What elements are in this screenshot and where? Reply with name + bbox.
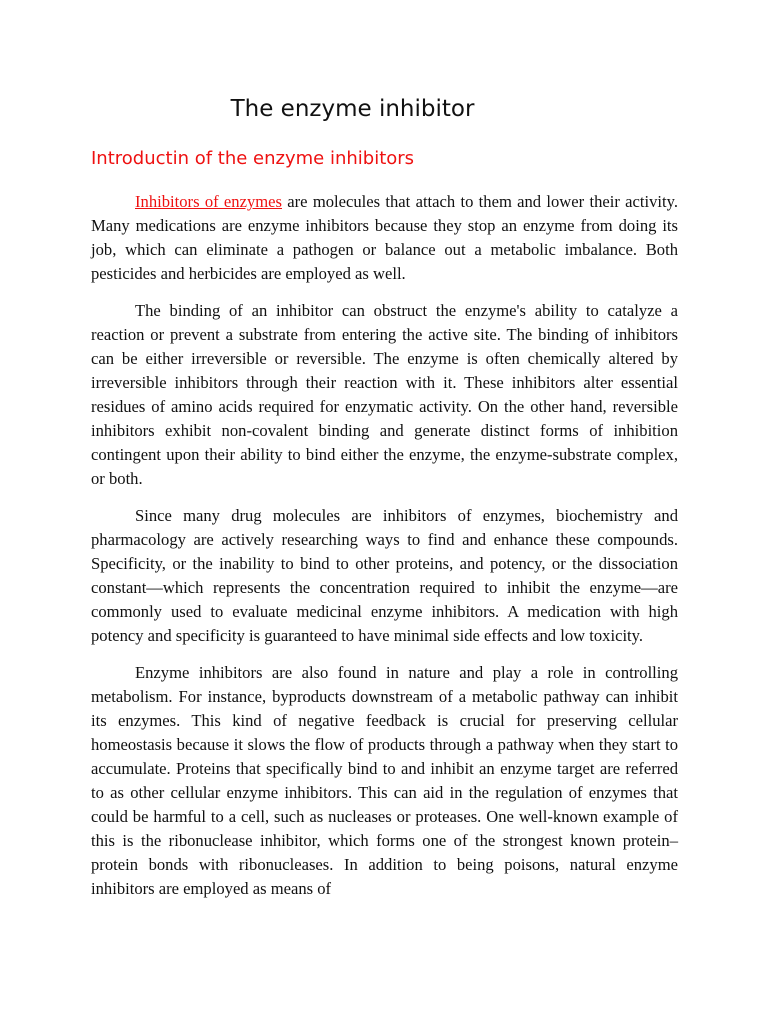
document-title: The enzyme inhibitor	[230, 96, 475, 122]
inhibitors-of-enzymes-link[interactable]: Inhibitors of enzymes	[135, 192, 282, 211]
paragraph-3: Since many drug molecules are inhibitors of enzymes, biochemistry and pharmacology are actively researching ways to find and enhance these compounds. Specificity, or the inability to bind to other proteins, and potency, or the dissociation constant—which represents the concentration required to inhibit the enzyme—are commonly used to evaluate medicinal enzyme inhibitors. A medication with high potency and specificity is guaranteed to have minimal side effects and low toxicity.	[91, 506, 678, 645]
section-heading: Introductin of the enzyme inhibitors	[91, 148, 415, 169]
paragraph-1-text: are molecules that attach to them and lower their activity. Many medications are enzyme inhibitors because they stop an enzyme from doing its job, which can eliminate a pathogen or balance out a metabolic imbalance. Both pesticides and herbicides are employed as well.	[91, 192, 679, 283]
paragraph-1	[91, 190, 678, 286]
document-body	[91, 190, 678, 914]
paragraph-2: The binding of an inhibitor can obstruct the enzyme's ability to catalyze a reaction or prevent a substrate from entering the active site. The binding of inhibitors can be either irreversible or reversible. The enzyme is often chemically altered by irreversible inhibitors through their reaction with it. These inhibitors alter essential residues of amino acids required for enzymatic activity. On the other hand, reversible inhibitors exhibit non-covalent binding and generate distinct forms of inhibition contingent upon their ability to bind either the enzyme, the enzyme-substrate complex, or both.	[91, 301, 678, 488]
paragraph-4: Enzyme inhibitors are also found in nature and play a role in controlling metabolism. For instance, byproducts downstream of a metabolic pathway can inhibit its enzymes. This kind of negative feedback is crucial for preserving cellular homeostasis because it slows the flow of products through a pathway when they start to accumulate. Proteins that specifically bind to and inhibit an enzyme target are referred to as other cellular enzyme inhibitors. This can aid in the regulation of enzymes that could be harmful to a cell, such as nucleases or proteases. One well-known example of this is the ribonuclease inhibitor, which forms one of the strongest known protein–protein bonds with ribonucleases. In addition to being poisons, natural enzyme inhibitors are employed as means of	[91, 663, 678, 898]
